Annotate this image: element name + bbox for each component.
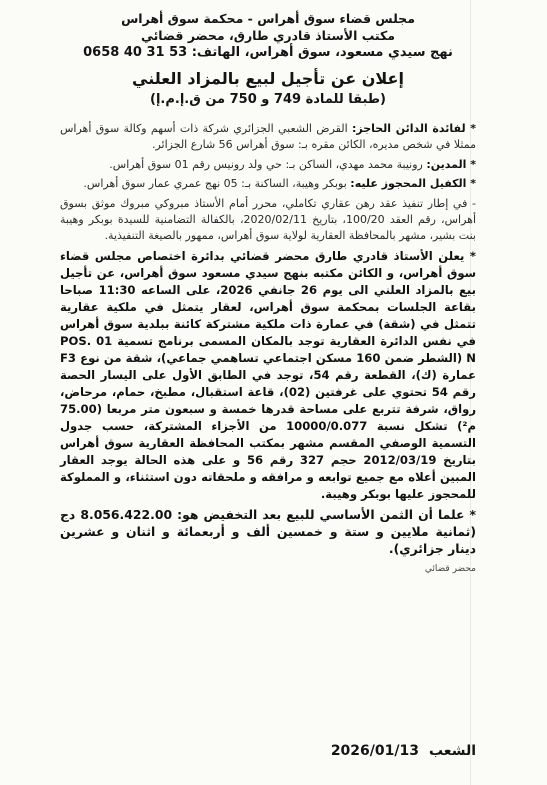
- notice-subtitle: (طبقا للمادة 749 و 750 من ق.إ.م.إ): [150, 92, 386, 107]
- announcement-paragraph: * يعلن الأستاذ قادري طارق محضر قضائي بدائرة اختصاص مجلس قضاء سوق أهراس، و الكائن مكتبه بنهج سيدي مسعود سوق أهراس، عن تأجيل بيع بالمزاد العلني الى يوم 26 جانفي 2026، على الساعه 11:30 صباحا بقاعة الجلسات بمحكمة سوق أهراس، لعقار يتمثل في ملكية عقارية تتمثل في (شقة) في عمارة ذات ملكية مشتركة كائنة ببلدية سوق أهراس في نفس الدائرة العقارية توجد بالمكان المسمى برنامج تسمية 01 .POS N (الشطر ضمن 160 مسكن اجتماعي تساهمي جماعي)، شقة من نوع F3 عمارة (ك)، القطعة رقم 54، توجد في الطابق الأول على اليسار الحصة رقم 54 تحتوي على غرفتين (02)، قاعة استقبال، مطبخ، حمام، مرحاض، رواق، شرفة تتربع على مساحة قدرها خمسة و سبعون متر مربعا (75.00 م²) تشكل نسبة 10000/0.077 من الأجزاء المشتركة، حسب جدول التسمية الوصفي المقسم مشهر بمكتب المحافظة العقارية سوق أهراس بتاريخ 2012/03/19 حجم 327 رقم 56 و على هذه الحالة يوجد العقار المبين أعلاه مع جميع توابعه و مرافقه و ملحقاته دون استثناء، و المملوكة للمحجوز عليها بوبكر وهيبة.: [60, 248, 476, 501]
- newspaper-footer: [60, 741, 476, 761]
- creditor-text: القرض الشعبي الجزائري شركة ذات أسهم وكالة سوق أهراس ممثلا في شخص مديره، الكائن مقره بـ: سوق أهراس 56 شارع الجزائر.: [60, 122, 476, 152]
- header-court: مجلس قضاء سوق أهراس - محكمة سوق أهراس: [121, 11, 415, 26]
- notice-title: إعلان عن تأجيل لبيع بالمزاد العلني: [132, 69, 404, 88]
- notice-body: [60, 121, 476, 577]
- header-address-phone: نهج سيدي مسعود، سوق أهراس، الهاتف: 53 31 40 0658: [83, 45, 453, 60]
- publication-date: 2026/01/13: [330, 743, 419, 759]
- debtor-paragraph: [60, 157, 476, 173]
- debtor-label: * المدين:: [426, 157, 476, 171]
- newspaper-name: الشعب: [428, 743, 476, 759]
- execution-paragraph: - في إطار تنفيذ عقد رهن عقاري تكاملي، محرر أمام الأستاذ مبروكي مبروك موثق بسوق أهراس، رقم العقد 100/20، بتاريخ 2020/02/11، بالكفالة التضامنية للسيدة بوبكر وهيبة بنت بشير، مشهر بالمحافظة العقارية لولاية سوق أهراس، ممهور بالصيغة التنفيذية.: [60, 196, 476, 243]
- legal-notice: [60, 6, 476, 766]
- signature: محضر قضائي: [424, 563, 476, 574]
- guarantor-label: * الكفيل المحجوز عليه:: [350, 177, 476, 191]
- creditor-paragraph: [60, 121, 476, 154]
- guarantor-text: بوبكر وهيبة، الساكنة بـ: 05 نهج عمري عمار سوق أهراس.: [83, 177, 351, 191]
- price-paragraph: * علما أن الثمن الأساسي للبيع بعد التخفيض هو: 8.056.422.00 دج (ثمانية ملايين و ستة و خمسين ألف و أربعمائة و اثنان و عشرين دينار جزائري).: [60, 506, 477, 556]
- header-office: مكتب الأستاذ قادري طارق، محضر قضائي: [140, 28, 396, 43]
- debtor-text: رونيبة محمد مهدي، الساكن بـ: حي ولد رونيس رقم 01 سوق أهراس.: [109, 157, 427, 171]
- creditor-label: * لفائدة الدائن الحاجز:: [351, 122, 476, 135]
- guarantor-paragraph: [60, 176, 476, 192]
- notice-header: [60, 10, 476, 61]
